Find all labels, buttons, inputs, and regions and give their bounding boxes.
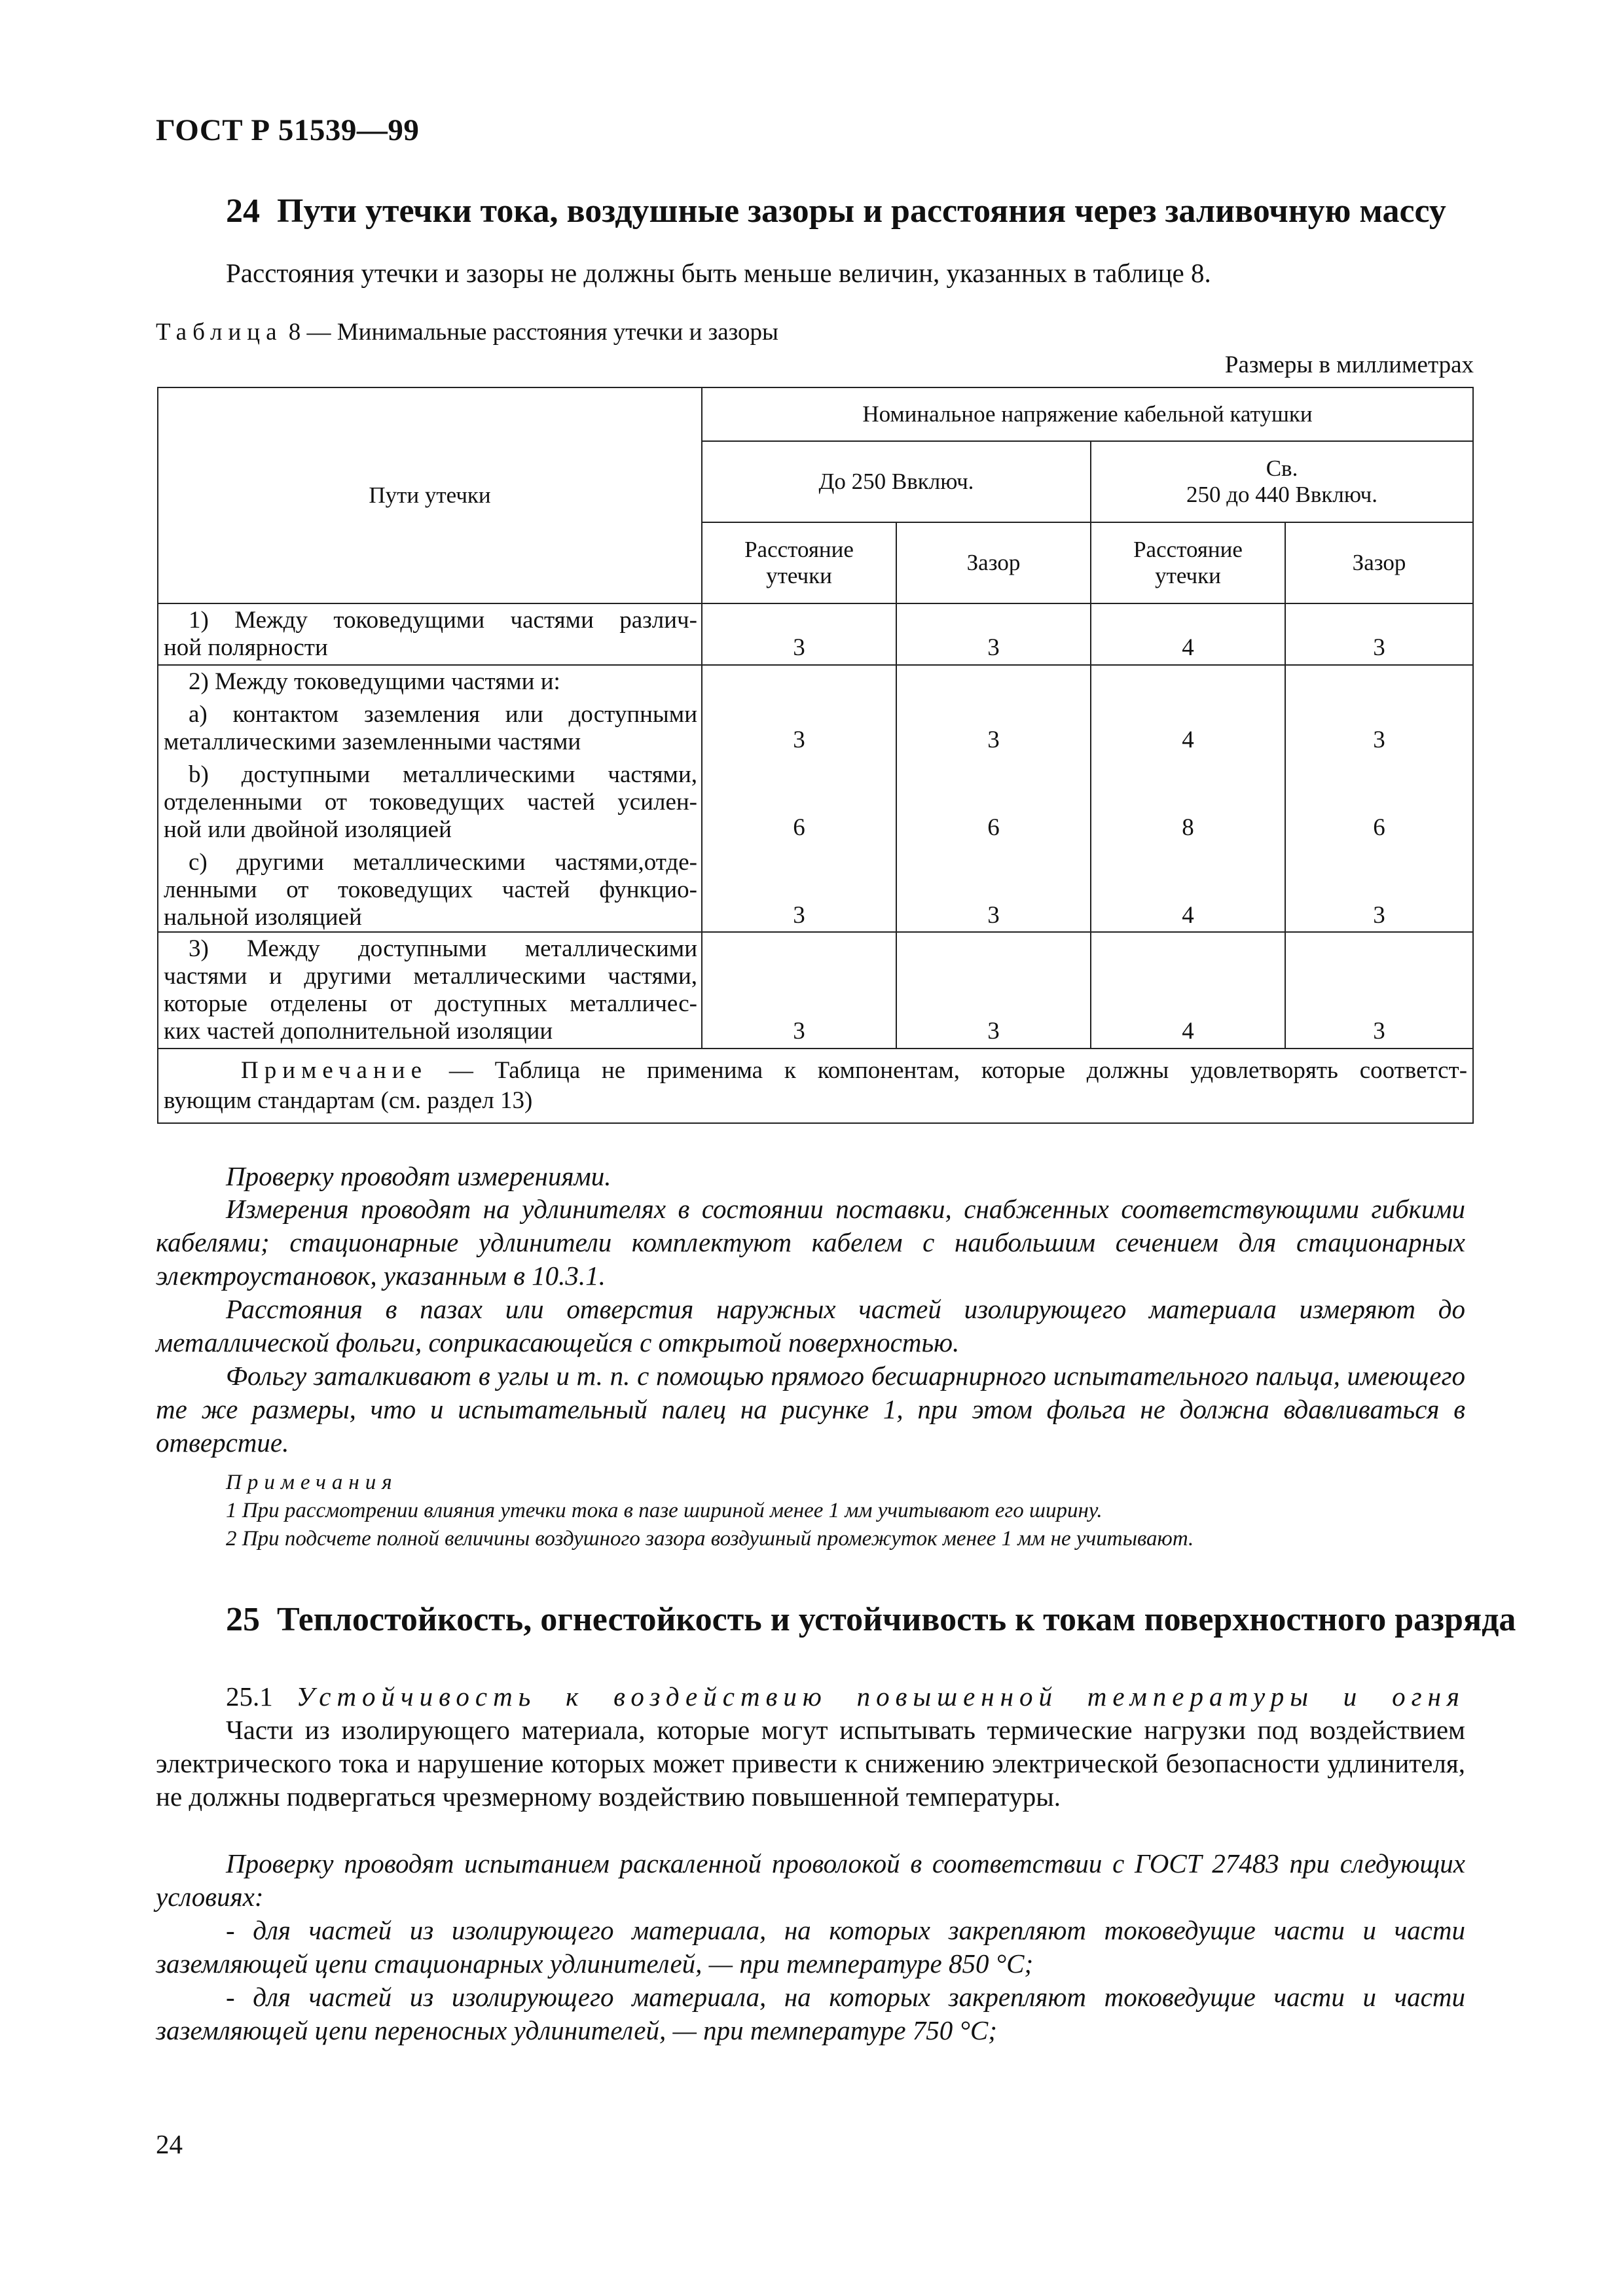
- path-line: с) другими металлическими частями,отде-: [189, 849, 697, 876]
- row-3-value: 3: [702, 932, 896, 1049]
- path-line: ленными от токоведущих частей функцио-: [164, 876, 697, 903]
- header-distance-1: [702, 522, 896, 603]
- table-units: Размеры в миллиметрах: [1224, 351, 1474, 378]
- subsection-25-1-number: 25.1: [226, 1681, 297, 1712]
- check-paragraph-1: Проверку проводят измерениями.: [226, 1161, 611, 1191]
- row-2c-value: 3: [987, 902, 1000, 929]
- section-25-paragraph-4: - для частей из изолирующего материала, на которых закрепляют токоведущие части и части заземляющей цепи переносных удлинителей, — при температуре 750 °С;: [156, 1982, 1465, 2045]
- notes-title: Примечания: [226, 1471, 398, 1494]
- table-caption: [156, 318, 778, 346]
- header-distance-l2: утечки: [1155, 563, 1221, 588]
- row-3-path: [158, 932, 702, 1049]
- path-line: 3) Между доступными металлическими: [189, 935, 697, 962]
- path-line: отделенными от токоведущих частей усилен-: [164, 789, 697, 816]
- check-paragraph-4: Фольгу заталкивают в углы и т. п. с помощью прямого бесшарнирного испытательного пальца, имеющего те же размеры, что и испытательный палец на рисунке 1, при этом фольга не должна вдавливаться в отверстие.: [156, 1361, 1465, 1458]
- row-3-value: 3: [896, 932, 1091, 1049]
- path-line: ной полярности: [164, 634, 328, 661]
- section-25-title: Теплостойкость, огнестойкость и устойчивость к токам поверхностного разряда: [277, 1601, 1516, 1638]
- path-line: ких частей дополнительной изоляции: [164, 1018, 553, 1045]
- header-path: Пути утечки: [158, 387, 702, 603]
- note-2: 2 При подсчете полной величины воздушного зазора воздушный промежуток менее 1 мм не учитывают.: [226, 1527, 1194, 1551]
- section-24-heading: [226, 192, 1446, 230]
- header-250-440: [1091, 441, 1473, 522]
- row-2a-value: 4: [1182, 726, 1194, 753]
- row-2b-value: 8: [1182, 814, 1194, 841]
- row-2b-value: 6: [1373, 814, 1385, 841]
- path-line: b) доступными металлическими частями,: [189, 761, 697, 788]
- section-24-title: Пути утечки тока, воздушные зазоры и расстояния через заливочную массу: [277, 192, 1446, 230]
- path-line: 2) Между токоведущими частями и:: [189, 668, 560, 695]
- notes-block: [156, 1469, 1465, 1553]
- header-gap-2: Зазор: [1285, 522, 1473, 603]
- row-1-path: [158, 603, 702, 665]
- header-over-line1: Св.: [1266, 456, 1298, 481]
- table-row: [158, 665, 1473, 932]
- row-2-values: [896, 665, 1091, 932]
- header-gap-1: Зазор: [896, 522, 1091, 603]
- path-line: нальной изоляцией: [164, 904, 362, 931]
- table-caption-word: Таблица: [156, 319, 283, 346]
- note-line-1: — Таблица не применима к компонентам, которые должны удовлетворять соответст-: [428, 1057, 1468, 1084]
- row-1-value: 3: [1285, 603, 1473, 665]
- header-over-line2: 250 до 440 Ввключ.: [1186, 482, 1378, 507]
- header-distance-l2: утечки: [766, 563, 832, 588]
- table-caption-text: 8 — Минимальные расстояния утечки и зазоры: [282, 319, 778, 346]
- document-header: ГОСТ Р 51539—99: [156, 113, 420, 147]
- row-2-path: [158, 665, 702, 932]
- path-line: 1) Между токоведущими частями различ-: [189, 607, 697, 634]
- header-distance-l1: Расстояние: [744, 537, 854, 562]
- subsection-25-1: [156, 1680, 1465, 1713]
- section-25-heading: [226, 1600, 1516, 1639]
- path-line: частями и другими металлическими частями,: [164, 963, 697, 990]
- header-voltage: Номинальное напряжение кабельной катушки: [702, 387, 1473, 441]
- row-2-values: [1285, 665, 1473, 932]
- row-2-values: [702, 665, 896, 932]
- section-25-paragraph-2: Проверку проводят испытанием раскаленной проволокой в соответствии с ГОСТ 27483 при следующих условиях:: [156, 1848, 1465, 1912]
- path-line: ной или двойной изоляцией: [164, 816, 452, 843]
- row-2c-value: 3: [1373, 902, 1385, 929]
- header-distance-l1: Расстояние: [1133, 537, 1243, 562]
- row-2a-value: 3: [793, 726, 805, 753]
- page-number: 24: [156, 2129, 183, 2159]
- row-1-value: 3: [896, 603, 1091, 665]
- check-paragraph-2: Измерения проводят на удлинителях в состоянии поставки, снабженных соответствующими гибкими кабелями; стационарные удлинители комплектуют кабелем с наибольшим сечением для стационарных электроустановок, указанным в 10.3.1.: [156, 1194, 1465, 1291]
- row-2-values: [1091, 665, 1285, 932]
- header-up-to-250: До 250 Ввключ.: [702, 441, 1091, 522]
- header-distance-2: [1091, 522, 1285, 603]
- section-25-paragraph-1: Части из изолирующего материала, которые могут испытывать термические нагрузки под воздействием электрического тока и нарушение которых может привести к снижению электрической безопасности удлинителя, не должны подвергаться чрезмерному воздействию повышенной температуры.: [156, 1715, 1465, 1812]
- section-24-number: 24: [226, 192, 260, 230]
- row-3-value: 3: [1285, 932, 1473, 1049]
- row-2c-value: 4: [1182, 902, 1194, 929]
- path-line: которые отделены от доступных металличес-: [164, 990, 697, 1017]
- row-2a-value: 3: [1373, 726, 1385, 753]
- row-3-value: 4: [1091, 932, 1285, 1049]
- path-line: а) контактом заземления или доступными: [189, 701, 697, 728]
- row-2a-value: 3: [987, 726, 1000, 753]
- note-line-2: вующим стандартам (см. раздел 13): [164, 1087, 533, 1114]
- row-2b-value: 6: [793, 814, 805, 841]
- path-line: металлическими заземленными частями: [164, 728, 581, 755]
- table-8: [157, 387, 1474, 1124]
- note-1: 1 При рассмотрении влияния утечки тока в пазе шириной менее 1 мм учитывают его ширину.: [226, 1499, 1103, 1522]
- subsection-25-1-title: Устойчивость к воздействию повышенной температуры и огня: [296, 1681, 1465, 1712]
- section-25-number: 25: [226, 1601, 260, 1638]
- table-row: [158, 932, 1473, 1049]
- table-note-row: [158, 1049, 1473, 1123]
- section-24-intro: Расстояния утечки и зазоры не должны быть меньше величин, указанных в таблице 8.: [226, 258, 1211, 288]
- row-2c-value: 3: [793, 902, 805, 929]
- row-1-value: 4: [1091, 603, 1285, 665]
- note-word: Примечание: [241, 1057, 428, 1084]
- row-1-value: 3: [702, 603, 896, 665]
- table-row: [158, 603, 1473, 665]
- row-2b-value: 6: [987, 814, 1000, 841]
- table-note: [158, 1049, 1473, 1123]
- check-paragraph-3: Расстояния в пазах или отверстия наружных частей изолирующего материала измеряют до металлической фольги, соприкасающейся с открытой поверхностью.: [156, 1294, 1465, 1357]
- section-25-paragraph-3: - для частей из изолирующего материала, на которых закрепляют токоведущие части и части заземляющей цепи стационарных удлинителей, — при температуре 850 °С;: [156, 1915, 1465, 1979]
